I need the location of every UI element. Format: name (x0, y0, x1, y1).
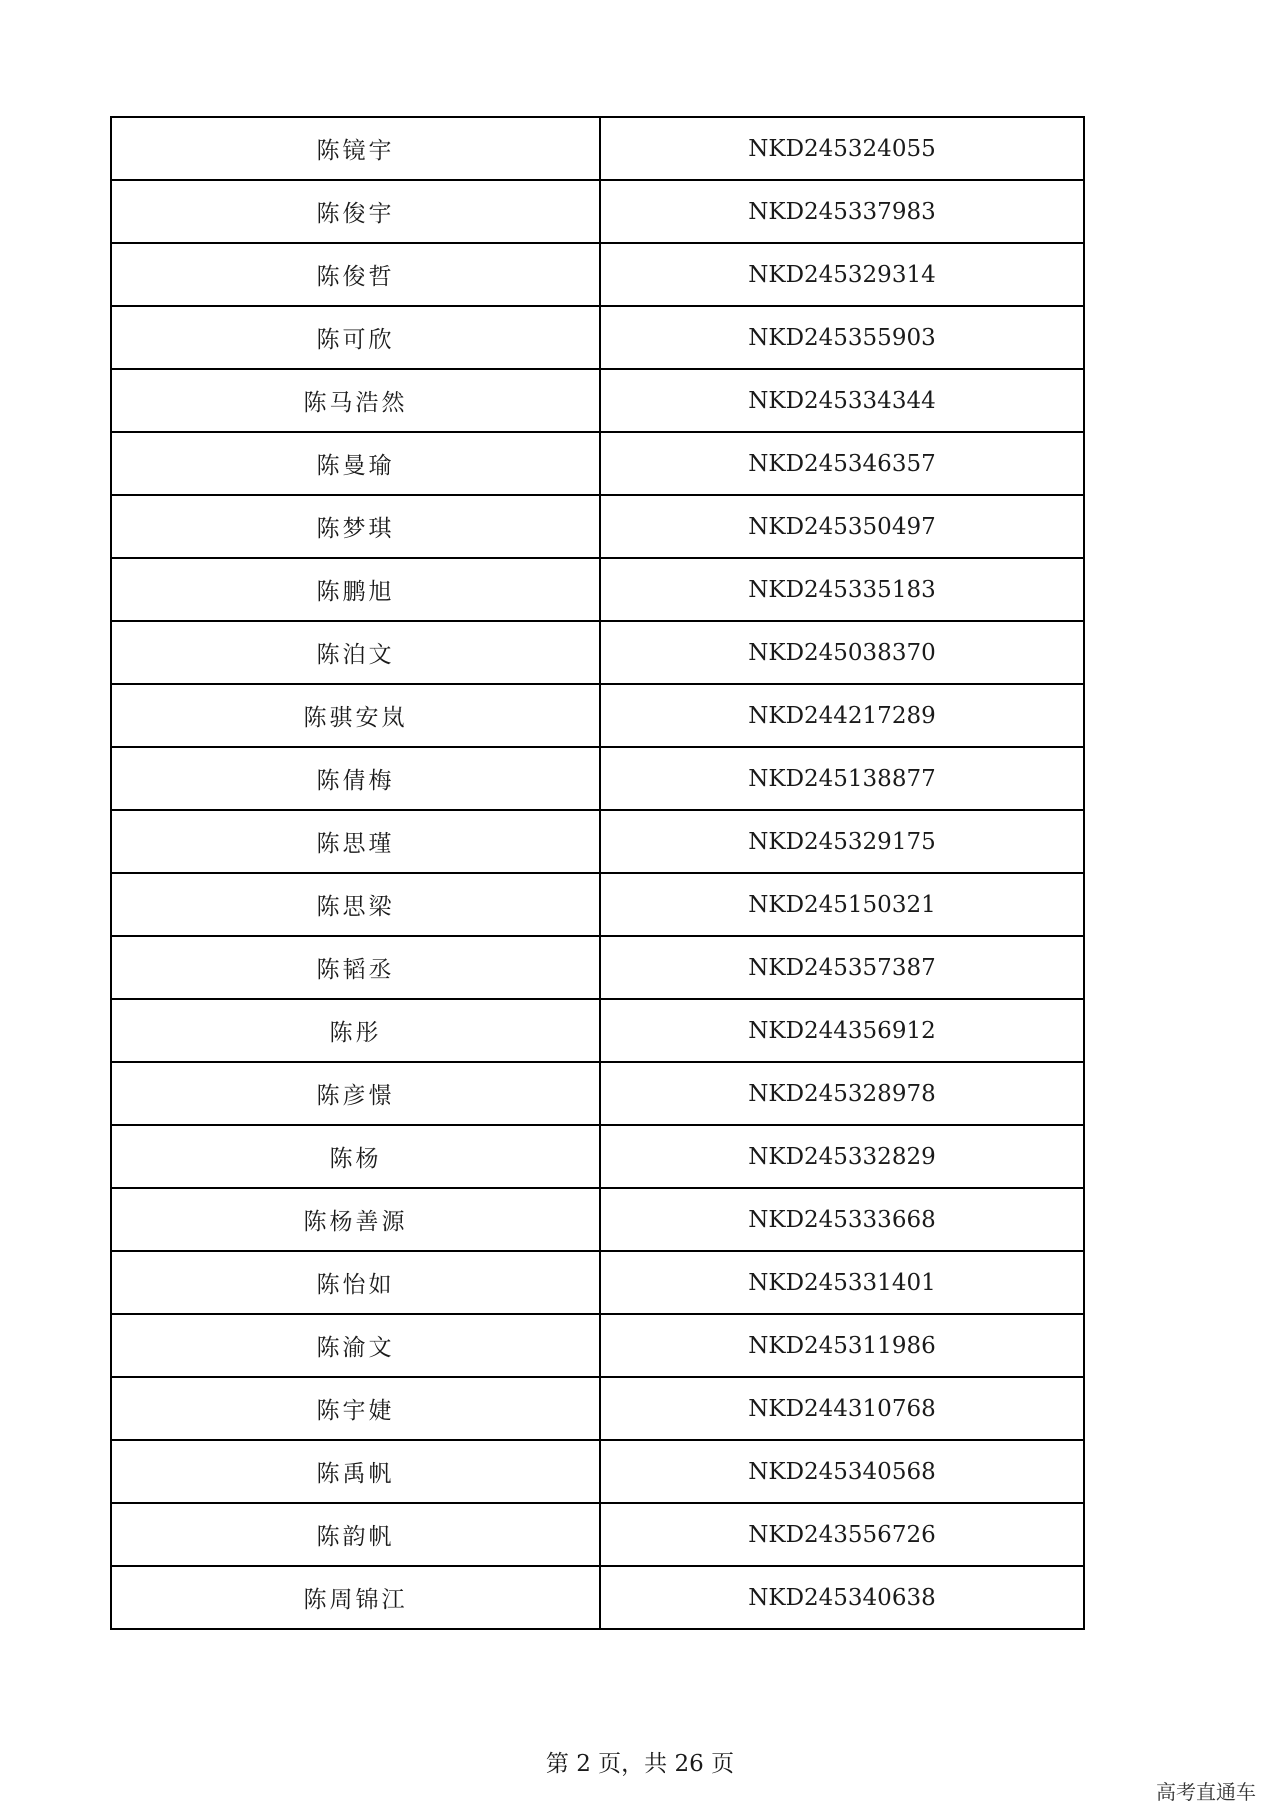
table-row (111, 1251, 1084, 1314)
exam-id-cell: NKD245150321 (600, 873, 1084, 936)
table-row (111, 1503, 1084, 1566)
exam-id-cell: NKD245340568 (600, 1440, 1084, 1503)
exam-id-cell: NKD245329175 (600, 810, 1084, 873)
student-name-cell: 陈倩梅 (111, 747, 600, 810)
student-name-cell: 陈宇婕 (111, 1377, 600, 1440)
page-footer: 第 2 页，共 26 页 (545, 1751, 735, 1777)
table-row (111, 558, 1084, 621)
exam-id-cell: NKD244310768 (600, 1377, 1084, 1440)
student-name-cell: 陈杨 (111, 1125, 600, 1188)
exam-id-cell: NKD245334344 (600, 369, 1084, 432)
watermark-text: 高考直通车 (1156, 1780, 1256, 1804)
exam-id-cell: NKD245311986 (600, 1314, 1084, 1377)
exam-id-cell: NKD245328978 (600, 1062, 1084, 1125)
table-row (111, 1125, 1084, 1188)
exam-id-cell: NKD245357387 (600, 936, 1084, 999)
student-name-cell: 陈可欣 (111, 306, 600, 369)
exam-id-cell: NKD244217289 (600, 684, 1084, 747)
table-row (111, 936, 1084, 999)
table-row (111, 1566, 1084, 1629)
student-name-cell: 陈渝文 (111, 1314, 600, 1377)
table-row (111, 180, 1084, 243)
name-list-table (110, 116, 1085, 1630)
student-name-cell: 陈马浩然 (111, 369, 600, 432)
table-row (111, 684, 1084, 747)
student-name-cell: 陈俊宇 (111, 180, 600, 243)
student-name-cell: 陈骐安岚 (111, 684, 600, 747)
table-row (111, 117, 1084, 180)
table-row (111, 747, 1084, 810)
table-row (111, 495, 1084, 558)
exam-id-cell: NKD245329314 (600, 243, 1084, 306)
exam-id-cell: NKD245335183 (600, 558, 1084, 621)
table-row (111, 1440, 1084, 1503)
student-name-cell: 陈怡如 (111, 1251, 600, 1314)
student-name-cell: 陈镜宇 (111, 117, 600, 180)
table-row (111, 306, 1084, 369)
student-name-cell: 陈曼瑜 (111, 432, 600, 495)
table-body (111, 117, 1084, 1629)
table-row (111, 369, 1084, 432)
exam-id-cell: NKD245337983 (600, 180, 1084, 243)
table-row (111, 1377, 1084, 1440)
table-row (111, 1188, 1084, 1251)
exam-id-cell: NKD245332829 (600, 1125, 1084, 1188)
student-name-cell: 陈思瑾 (111, 810, 600, 873)
exam-id-cell: NKD245350497 (600, 495, 1084, 558)
student-name-cell: 陈周锦江 (111, 1566, 600, 1629)
student-name-cell: 陈鹏旭 (111, 558, 600, 621)
exam-id-cell: NKD245346357 (600, 432, 1084, 495)
exam-id-cell: NKD243556726 (600, 1503, 1084, 1566)
student-name-cell: 陈韬丞 (111, 936, 600, 999)
table-row (111, 432, 1084, 495)
exam-id-cell: NKD245138877 (600, 747, 1084, 810)
table-row (111, 1314, 1084, 1377)
exam-id-cell: NKD244356912 (600, 999, 1084, 1062)
exam-id-cell: NKD245340638 (600, 1566, 1084, 1629)
exam-id-cell: NKD245331401 (600, 1251, 1084, 1314)
student-name-cell: 陈梦琪 (111, 495, 600, 558)
table-row (111, 873, 1084, 936)
student-name-cell: 陈泊文 (111, 621, 600, 684)
table-row (111, 243, 1084, 306)
table-row (111, 999, 1084, 1062)
student-name-cell: 陈思梁 (111, 873, 600, 936)
student-name-cell: 陈彦憬 (111, 1062, 600, 1125)
student-name-cell: 陈韵帆 (111, 1503, 600, 1566)
student-name-cell: 陈禹帆 (111, 1440, 600, 1503)
exam-id-cell: NKD245038370 (600, 621, 1084, 684)
student-name-cell: 陈杨善源 (111, 1188, 600, 1251)
table-row (111, 1062, 1084, 1125)
student-name-cell: 陈俊哲 (111, 243, 600, 306)
table-row (111, 621, 1084, 684)
student-name-cell: 陈彤 (111, 999, 600, 1062)
exam-id-cell: NKD245324055 (600, 117, 1084, 180)
table-row (111, 810, 1084, 873)
exam-id-cell: NKD245355903 (600, 306, 1084, 369)
exam-id-cell: NKD245333668 (600, 1188, 1084, 1251)
